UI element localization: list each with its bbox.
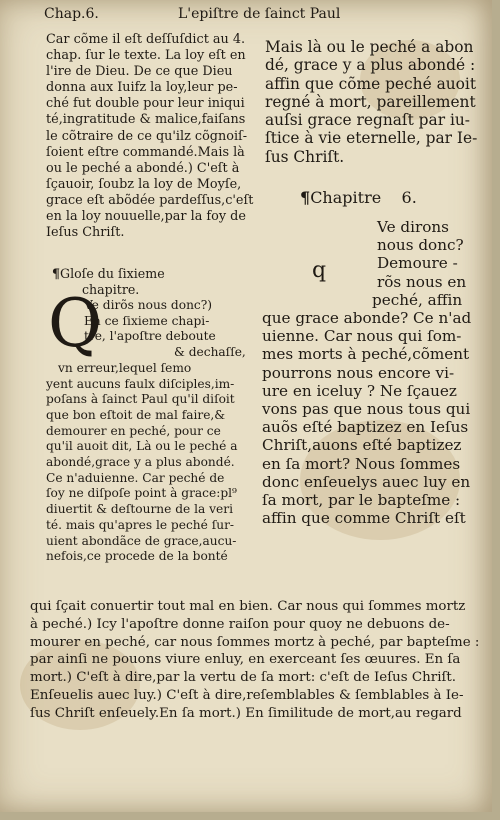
text-line: ſus Chriſt. <box>265 147 345 166</box>
text-line: donna aux Iuifz la loy,leur pe- <box>46 80 238 96</box>
text-line: nous donc? <box>377 236 464 255</box>
gloss-dropcap: Q <box>48 285 103 362</box>
text-line: ſoy ne diſpoſe point à grace:pl⁹ <box>46 486 237 501</box>
text-line: donc enſeuelys auec luy en <box>262 472 471 491</box>
text-line: ſus Chriſt enſeuely.En ſa mort.) En ſimilitude de mort,au regard <box>30 705 462 721</box>
text-line: affin que cõme peché auoit <box>265 74 477 93</box>
text-line: Ve dirõs nous donc?) <box>84 298 213 312</box>
text-line: par ainſi ne pouons viure enluy, en exerceant ſes œuures. En ſa <box>30 652 461 668</box>
text-line: ſçauoir, ſoubz la loy de Moyſe, <box>46 176 242 192</box>
text-line: qui ſçait conuertir tout mal en bien. Car nous qui ſommes mortz <box>30 599 466 614</box>
bottom-text <box>30 598 479 723</box>
text-line: peché, affin <box>372 290 463 309</box>
text-line: té. mais qu'apres le peché ſur- <box>46 517 235 532</box>
text-line: rõs nous en <box>377 272 467 291</box>
chapter-heading <box>300 188 417 207</box>
text-line: uient abondãce de grace,aucu- <box>46 533 237 548</box>
text-line: à peché.) Icy l'apoſtre donne raiſon pour quoy ne debuons de- <box>30 616 450 632</box>
text-line: tre, l'apoſtre deboute <box>84 329 216 344</box>
text-line: yent aucuns faulx diſciples,im- <box>46 376 235 391</box>
chapter-running-head: Chap.6. <box>44 6 99 22</box>
chapter-text <box>262 218 471 527</box>
chapter-initial: q <box>312 258 327 283</box>
text-line: poſans à ſainct Paul qu'il diſoit <box>46 392 235 407</box>
left-column-text <box>46 32 254 241</box>
text-line: mort.) C'eſt à dire,par la vertu de ſa mort: c'eſt de Ieſus Chriſt. <box>30 670 457 686</box>
text-line: vons pas que nous tous qui <box>262 400 471 419</box>
text-line: ſa mort, par le bapteſme : <box>262 491 461 510</box>
text-line: Mais là ou le peché a abon <box>265 38 474 56</box>
text-line: abondé,grace y a plus abondé. <box>46 455 235 470</box>
text-line: ſtice à vie eternelle, par Ie- <box>265 129 478 148</box>
text-line: ſoient eſtre commandé.Mais là <box>46 144 245 160</box>
text-line: qu'il auoit dit, Là ou le peché a <box>46 439 238 454</box>
text-line: Ve dirons <box>377 218 449 236</box>
text-line: Demoure - <box>377 254 458 273</box>
text-line: uienne. Car nous qui ſom- <box>262 327 462 346</box>
text-line: auſsi grace regnaſt par iu- <box>265 111 470 130</box>
text-line: dé, grace y a plus abondé : <box>265 56 476 75</box>
text-line: que bon eſtoit de mal faire,& <box>46 407 226 422</box>
chapter-number: 6. <box>401 188 417 207</box>
text-line: Ce n'aduienne. Car peché de <box>46 470 225 485</box>
pilcrow-icon: ¶ <box>300 188 311 207</box>
text-line: ou le peché a abondé.) C'eſt à <box>46 160 240 176</box>
text-line: Car cõme il eſt deſſuſdict au 4. <box>46 32 246 47</box>
text-line: chap. ſur le texte. La loy eſt en <box>46 48 246 64</box>
text-line: Chriſt,auons eſté baptizez <box>262 436 462 455</box>
chapter-label: Chapitre <box>310 188 382 207</box>
text-line: En ce ſixieme chapi- <box>84 313 210 328</box>
text-line: affin que comme Chriſt eſt <box>262 509 466 528</box>
text-line: pourrons nous encore vi- <box>262 363 455 382</box>
text-line: diuertit & deſtourne de la veri <box>46 502 233 517</box>
text-line: mes morts à peché,cõment <box>262 345 470 364</box>
gloss-text <box>46 285 246 565</box>
page-running-title: L'epiſtre de ſainct Paul <box>178 6 341 22</box>
text-line: mourer en peché, car nous ſommes mortz à peché, par bapteſme : <box>30 634 480 650</box>
text-line: le cõtraire de ce qu'ilz cõgnoiſ- <box>46 128 248 144</box>
text-line: & dechaſſe, <box>174 345 246 360</box>
right-column-text <box>265 38 478 166</box>
gloss-title-line2: chapitre. <box>82 282 140 297</box>
text-line: té,ingratitude & malice,faiſans <box>46 112 246 128</box>
text-line: nefois,ce procede de la bonté <box>46 549 228 564</box>
text-line: ure en iceluy ? Ne ſçauez <box>262 381 457 400</box>
text-line: ché fut double pour leur iniqui <box>46 96 245 112</box>
text-line: Ieſus Chriſt. <box>46 225 125 241</box>
text-line: demourer en peché, pour ce <box>46 423 221 438</box>
gloss-title: Gloſe du ſixieme <box>60 266 165 281</box>
text-line: que grace abonde? Ce n'ad <box>262 309 472 328</box>
text-line: grace eſt abõdée pardeſſus,c'eſt <box>46 192 254 208</box>
text-line: l'ire de Dieu. De ce que Dieu <box>46 64 233 80</box>
text-line: en la loy nouuelle,par la foy de <box>46 209 246 225</box>
text-line: en ſa mort? Nous ſommes <box>262 454 461 473</box>
text-line: regné à mort, pareillement <box>265 92 476 111</box>
text-line: vn erreur,lequel ſemo <box>58 360 192 375</box>
text-line: auõs eſté baptizez en Ieſus <box>262 418 469 437</box>
text-line: Enſeuelis auec luy.) C'eſt à dire,reſemblables & ſemblables à Ie- <box>30 687 464 703</box>
pilcrow-icon: ¶ <box>52 266 61 281</box>
